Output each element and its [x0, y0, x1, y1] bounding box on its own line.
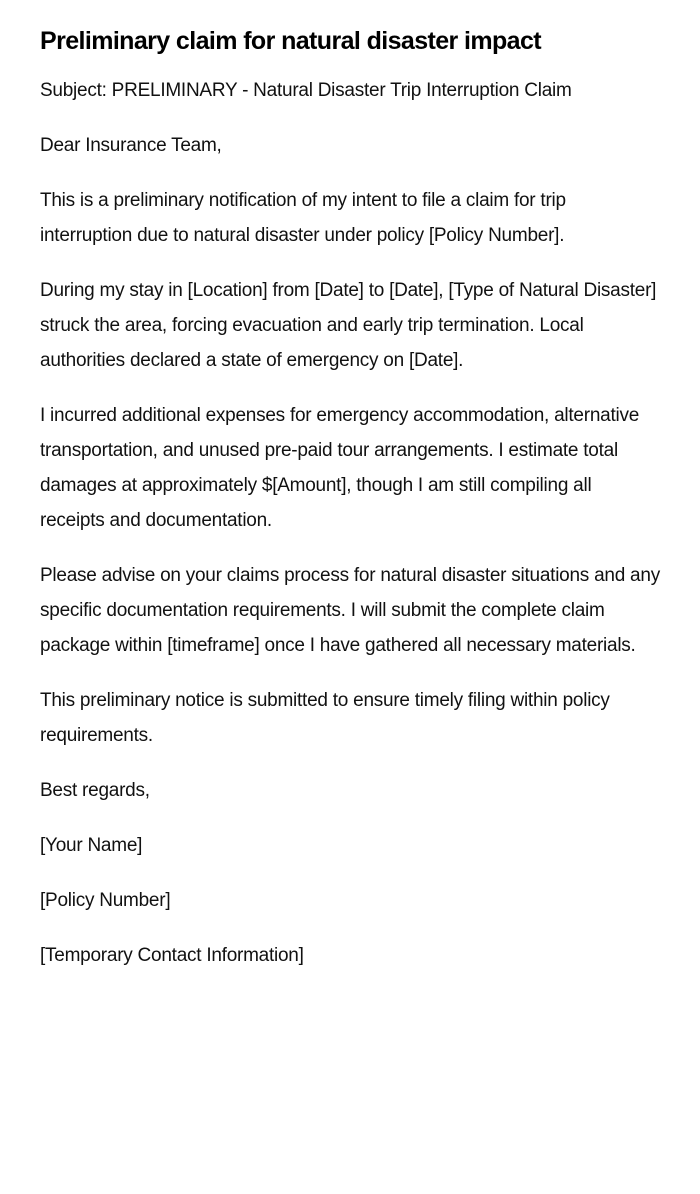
salutation: Dear Insurance Team,	[40, 135, 222, 156]
signature-name: [Your Name]	[40, 835, 143, 856]
document-title: Preliminary claim for natural disaster impact	[40, 27, 541, 55]
notice-paragraph: This preliminary notice is submitted to ensure timely filing within policy requirements.	[40, 690, 610, 746]
incident-paragraph: During my stay in [Location] from [Date] to [Date], [Type of Natural Disaster] struck the area, forcing evacuation and early trip termination. Local authorities declared a state of emergency on [Date].	[40, 280, 657, 371]
signature-policy-number: [Policy Number]	[40, 890, 171, 911]
expenses-paragraph: I incurred additional expenses for emergency accommodation, alternative transportation, and unused pre-paid tour arrangements. I estimate total damages at approximately $[Amount], though I am still compiling all receipts and documentation.	[40, 405, 640, 531]
request-paragraph: Please advise on your claims process for natural disaster situations and any specific documentation requirements. I will submit the complete claim package within [timeframe] once I have gathered all necessary materials.	[40, 565, 660, 656]
signature-contact-info: [Temporary Contact Information]	[40, 945, 304, 966]
intro-paragraph: This is a preliminary notification of my intent to file a claim for trip interruption due to natural disaster under policy [Policy Number].	[40, 190, 566, 246]
closing: Best regards,	[40, 780, 150, 801]
subject-line: Subject: PRELIMINARY - Natural Disaster Trip Interruption Claim	[40, 80, 572, 101]
